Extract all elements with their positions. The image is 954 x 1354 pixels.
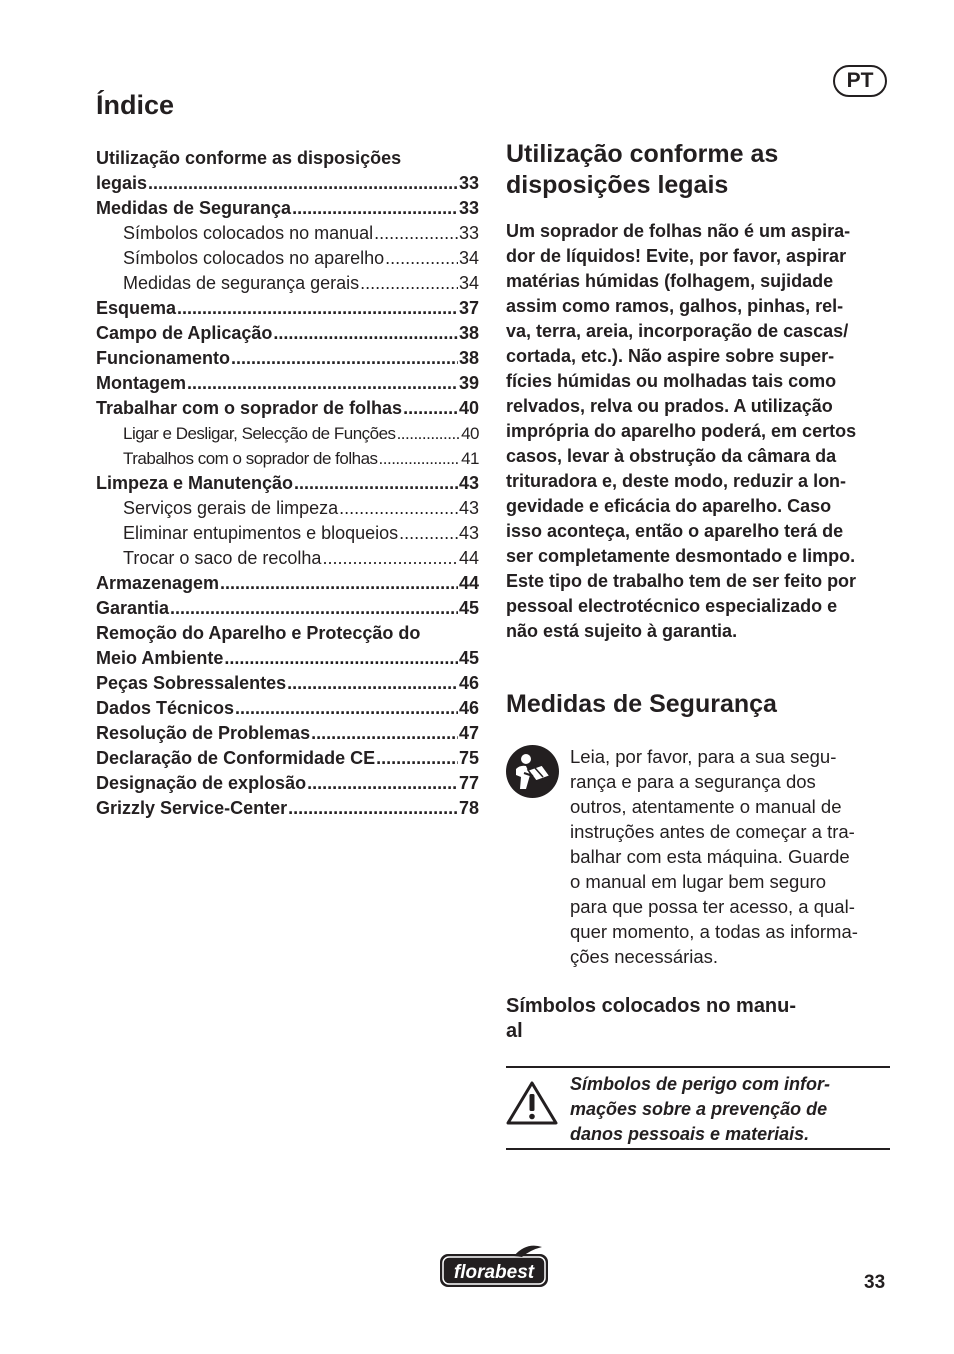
toc-entry-label: Limpeza e Manutenção [96, 473, 294, 493]
toc-entry-page: 40 [461, 424, 479, 443]
toc-entry-label: Dados Técnicos [96, 698, 235, 718]
safety-read-paragraph [570, 744, 900, 969]
toc-entry-label: Medidas de segurança gerais [123, 273, 360, 293]
toc-leader-dots [177, 296, 458, 321]
toc-entry-label: Campo de Aplicação [96, 323, 273, 343]
toc-entry [96, 671, 479, 696]
logo-text: florabest [453, 1262, 535, 1283]
toc-entry [96, 496, 479, 521]
toc-entry [96, 146, 479, 171]
toc-entry-label: Símbolos colocados no aparelho [123, 248, 385, 268]
toc-entry [96, 471, 479, 496]
toc-entry-page: 33 [458, 198, 479, 218]
text-line: fícies húmidas ou molhadas tais como [506, 371, 837, 391]
toc-entry-label: Medidas de Segurança [96, 198, 292, 218]
toc-entry-label: Montagem [96, 373, 186, 393]
toc-entry-label: Peças Sobressalentes [96, 673, 287, 693]
toc-entry-page: 46 [458, 673, 479, 693]
page-number: 33 [864, 1272, 886, 1293]
toc-entry-page: 77 [458, 773, 479, 793]
text-line: va, terra, areia, incorporação de cascas/ [506, 321, 849, 341]
text-line: mações sobre a prevenção de [570, 1099, 828, 1119]
toc-entry [96, 521, 479, 546]
toc-entry [96, 246, 479, 271]
toc-entry [96, 746, 479, 771]
toc-entry [96, 221, 479, 246]
toc-leader-dots [307, 771, 458, 796]
toc-entry-page: 45 [458, 648, 479, 668]
toc-leader-dots [273, 321, 458, 346]
toc-entry [96, 346, 479, 371]
toc-entry [96, 371, 479, 396]
toc-entry-page: 33 [458, 173, 479, 193]
toc-entry [96, 321, 479, 346]
table-of-contents [96, 146, 479, 821]
heading-simbolos-manual [506, 994, 896, 1044]
toc-entry [96, 421, 479, 446]
text-line: rança e para a segurança dos [570, 771, 816, 792]
text-line: não está sujeito à garantia. [506, 621, 738, 641]
toc-entry-label: Trabalhos com o soprador de folhas [123, 449, 378, 468]
text-line: o manual em lugar bem seguro [570, 871, 827, 892]
toc-entry [96, 796, 479, 821]
toc-entry-page: 44 [458, 548, 479, 568]
toc-entry-page: 47 [458, 723, 479, 743]
toc-entry [96, 571, 479, 596]
text-line: Um soprador de folhas não é um aspira- [506, 221, 851, 241]
toc-leader-dots [399, 521, 458, 546]
text-line: cortada, etc.). Não aspire sobre super- [506, 346, 835, 366]
toc-entry-label: Trabalhar com o soprador de folhas [96, 398, 403, 418]
toc-entry [96, 171, 479, 196]
text-line: outros, atentamente o manual de [570, 796, 842, 817]
toc-entry [96, 696, 479, 721]
toc-leader-dots [235, 696, 458, 721]
text-line: al [506, 1020, 523, 1042]
toc-leader-dots [360, 271, 458, 296]
text-line: danos pessoais e materiais. [570, 1124, 810, 1144]
toc-entry-page: 78 [458, 798, 479, 818]
toc-entry-page: 43 [458, 523, 479, 543]
text-line: ser completamente desmontado e limpo. [506, 546, 856, 566]
text-line: pessoal electrotécnico especializado e [506, 596, 838, 616]
toc-leader-dots [220, 571, 458, 596]
text-line: relvados, relva ou prados. A utilização [506, 396, 833, 416]
toc-entry-page: 38 [458, 323, 479, 343]
toc-entry [96, 721, 479, 746]
toc-entry-page: 43 [458, 473, 479, 493]
toc-leader-dots [294, 471, 458, 496]
toc-entry-page: 75 [458, 748, 479, 768]
toc-entry-page: 33 [458, 223, 479, 243]
toc-entry [96, 646, 479, 671]
toc-leader-dots [374, 221, 458, 246]
toc-entry-page: 46 [458, 698, 479, 718]
toc-leader-dots [397, 421, 461, 446]
text-line: Símbolos colocados no manu- [506, 995, 797, 1017]
toc-leader-dots [322, 546, 458, 571]
toc-leader-dots [379, 446, 461, 471]
toc-entry-label: Grizzly Service-Center [96, 798, 288, 818]
florabest-logo [438, 1244, 550, 1290]
text-line: casos, levar à obstrução da câmara da [506, 446, 837, 466]
toc-entry [96, 596, 479, 621]
toc-leader-dots [311, 721, 458, 746]
toc-entry-page: 34 [458, 248, 479, 268]
toc-entry-label: Armazenagem [96, 573, 220, 593]
text-line: matérias húmidas (folhagem, sujidade [506, 271, 834, 291]
heading-medidas: Medidas de Segurança [506, 690, 777, 718]
toc-entry-label: Ligar e Desligar, Selecção de Funções [123, 424, 396, 443]
language-badge: PT [833, 65, 887, 97]
toc-entry-label: Utilização conforme as disposições [96, 148, 402, 168]
toc-entry-page: 44 [458, 573, 479, 593]
toc-entry-page: 34 [458, 273, 479, 293]
toc-entry-label: Trocar o saco de recolha [123, 548, 322, 568]
toc-leader-dots [170, 596, 458, 621]
text-line: assim como ramos, galhos, pinhas, rel- [506, 296, 844, 316]
warning-triangle-icon [506, 1080, 558, 1126]
text-line: balhar com esta máquina. Guarde [570, 846, 850, 867]
toc-entry [96, 296, 479, 321]
warning-text [570, 1072, 830, 1147]
toc-entry-page: 38 [458, 348, 479, 368]
toc-entry [96, 546, 479, 571]
toc-entry-page: 43 [458, 498, 479, 518]
toc-entry-label: Remoção do Aparelho e Protecção do [96, 623, 421, 643]
toc-entry-page: 37 [458, 298, 479, 318]
toc-entry-page: 41 [461, 449, 479, 468]
text-line: trituradora e, deste modo, reduzir a lon- [506, 471, 847, 491]
toc-entry [96, 196, 479, 221]
heading-utilizacao: Utilização conforme as disposições legais [506, 140, 779, 199]
toc-entry [96, 621, 479, 646]
toc-entry-page: 39 [458, 373, 479, 393]
text-line: gevidade e eficácia do aparelho. Caso [506, 496, 832, 516]
toc-leader-dots [224, 646, 458, 671]
toc-entry-label: Declaração de Conformidade CE [96, 748, 376, 768]
read-manual-icon [506, 745, 559, 798]
text-line: para que possa ter acesso, a qual- [570, 896, 855, 917]
toc-leader-dots [376, 746, 458, 771]
toc-leader-dots [287, 671, 458, 696]
toc-entry [96, 271, 479, 296]
toc-entry [96, 396, 479, 421]
toc-leader-dots [339, 496, 458, 521]
toc-entry-label: Serviços gerais de limpeza [123, 498, 339, 518]
toc-leader-dots [187, 371, 458, 396]
toc-entry-label: Eliminar entupimentos e bloqueios [123, 523, 399, 543]
toc-entry [96, 446, 479, 471]
text-line: instruções antes de começar a tra- [570, 821, 855, 842]
toc-entry-page: 40 [458, 398, 479, 418]
toc-leader-dots [385, 246, 458, 271]
toc-leader-dots [288, 796, 458, 821]
toc-leader-dots [148, 171, 458, 196]
toc-leader-dots [403, 396, 458, 421]
toc-entry-label: Funcionamento [96, 348, 230, 368]
toc-entry-label: Símbolos colocados no manual [123, 223, 374, 243]
toc-entry-label: Designação de explosão [96, 773, 307, 793]
text-line: Leia, por favor, para a sua segu- [570, 746, 837, 767]
text-line: Este tipo de trabalho tem de ser feito por [506, 571, 857, 591]
toc-leader-dots [231, 346, 458, 371]
toc-entry [96, 771, 479, 796]
toc-entry-label: Garantia [96, 598, 170, 618]
text-line: quer momento, a todas as informa- [570, 921, 858, 942]
intro-paragraph [506, 219, 896, 644]
text-line: ções necessárias. [570, 946, 719, 967]
index-title: Índice [96, 90, 175, 120]
warning-box [506, 1066, 890, 1150]
toc-leader-dots [292, 196, 458, 221]
toc-entry-label: legais [96, 173, 148, 193]
text-line: imprópria do aparelho poderá, em certos [506, 421, 857, 441]
toc-entry-page: 45 [458, 598, 479, 618]
text-line: Símbolos de perigo com infor- [570, 1074, 831, 1094]
toc-entry-label: Meio Ambiente [96, 648, 224, 668]
toc-entry-label: Resolução de Problemas [96, 723, 311, 743]
text-line: isso aconteça, então o aparelho terá de [506, 521, 844, 541]
text-line: dor de líquidos! Evite, por favor, aspirar [506, 246, 847, 266]
toc-entry-label: Esquema [96, 298, 177, 318]
